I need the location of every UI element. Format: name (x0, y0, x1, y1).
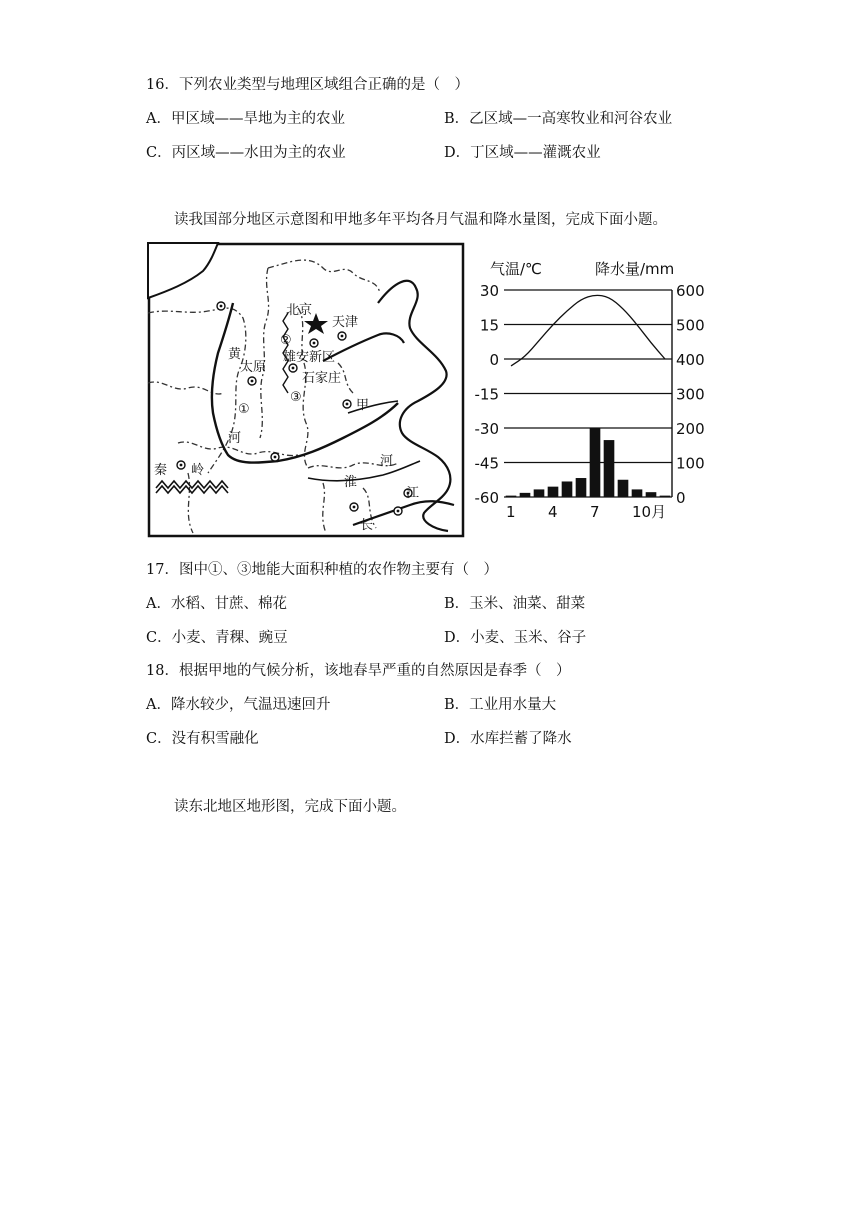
right-tick-label: 300 (676, 385, 705, 404)
left-tick-label: 30 (479, 282, 499, 300)
precipitation-bar (562, 481, 573, 497)
q16-option-b[interactable]: B．乙区域—一高寒牧业和河谷农业 (444, 111, 673, 127)
precipitation-bar (604, 440, 615, 497)
right-tick-label: 600 (676, 282, 705, 300)
map-label-chang: 长 (360, 518, 374, 533)
q16-option-a[interactable]: A．甲区域——旱地为主的农业 (146, 111, 345, 127)
q18-option-b[interactable]: B．工业用水量大 (444, 697, 557, 713)
x-tick-label: 7 (590, 503, 600, 521)
right-tick-label: 100 (676, 454, 705, 473)
map-label-jiang: 江 (406, 486, 420, 501)
map-label-jia: 甲 (356, 398, 370, 413)
climate-chart (470, 256, 705, 521)
map-label-tianjin: 天津 (332, 315, 359, 330)
left-tick-label: -60 (474, 489, 499, 507)
q18-option-c[interactable]: C．没有积雪融化 (146, 731, 259, 747)
q18-option-a[interactable]: A．降水较少，气温迅速回升 (146, 697, 331, 713)
left-tick-label: 0 (489, 351, 499, 369)
intro-northeast-map: 读东北地区地形图，完成下面小题。 (174, 799, 406, 815)
map-label-shijiazhuang: 石家庄 (302, 371, 342, 386)
left-tick-label: -30 (474, 420, 499, 438)
right-tick-label: 500 (676, 316, 705, 335)
map-label-circle-1: ① (238, 402, 250, 417)
map-label-he-1: 河 (228, 431, 242, 446)
region-map (148, 243, 464, 537)
precipitation-bar (632, 489, 643, 497)
question-16-stem: 16．下列农业类型与地理区域组合正确的是（ ） (146, 77, 469, 93)
map-label-circle-2: ② (280, 333, 292, 348)
map-label-ling: 岭 (191, 463, 205, 478)
precipitation-bar (618, 480, 629, 497)
right-tick-label: 0 (676, 489, 686, 507)
q17-option-a[interactable]: A．水稻、甘蔗、棉花 (146, 596, 287, 612)
x-tick-label: 1 (506, 503, 516, 521)
q17-option-b[interactable]: B．玉米、油菜、甜菜 (444, 596, 586, 612)
precipitation-bar (646, 492, 657, 497)
map-label-qin: 秦 (154, 463, 168, 478)
map-label-taiyuan: 太原 (240, 360, 267, 375)
right-tick-label: 200 (676, 420, 705, 438)
right-tick-label: 400 (676, 351, 705, 369)
precipitation-bar (590, 428, 601, 497)
precipitation-bar (576, 478, 587, 497)
question-17-stem: 17．图中①、③地能大面积种植的农作物主要有（ ） (146, 562, 498, 578)
left-tick-label: -45 (474, 454, 499, 473)
precipitation-bar (520, 493, 531, 497)
intro-map-chart: 读我国部分地区示意图和甲地多年平均各月气温和降水量图，完成下面小题。 (174, 212, 667, 228)
region-map-svg (148, 243, 464, 537)
map-label-huang: 黄 (228, 347, 242, 362)
left-tick-label: 15 (479, 316, 499, 335)
q16-option-d[interactable]: D．丁区域——灌溉农业 (444, 145, 601, 161)
precipitation-bar (506, 496, 517, 497)
q16-option-c[interactable]: C．丙区域——水田为主的农业 (146, 145, 346, 161)
q17-option-d[interactable]: D．小麦、玉米、谷子 (444, 630, 587, 646)
map-label-beijing: 北京 (286, 303, 313, 318)
question-18-stem: 18．根据甲地的气候分析，该地春旱严重的自然原因是春季（ ） (146, 663, 571, 679)
precipitation-bar (548, 487, 559, 497)
map-label-xiongan: 雄安新区 (283, 350, 336, 365)
right-axis-label: 降水量/mm (595, 260, 675, 278)
temperature-curve (511, 295, 665, 366)
x-tick-label: 4 (548, 503, 558, 521)
left-tick-label: -15 (474, 385, 499, 404)
map-label-he-2: 河 (380, 454, 394, 469)
precipitation-bar (534, 489, 545, 497)
q18-option-d[interactable]: D．水库拦蓄了降水 (444, 731, 572, 747)
map-label-circle-3: ③ (290, 390, 302, 405)
climate-chart-svg (470, 256, 705, 521)
left-axis-label: 气温/℃ (490, 260, 542, 278)
q17-option-c[interactable]: C．小麦、青稞、豌豆 (146, 630, 288, 646)
map-label-huai: 淮 (344, 475, 358, 490)
precipitation-bar (660, 496, 671, 497)
x-tick-label: 10月 (632, 503, 667, 521)
